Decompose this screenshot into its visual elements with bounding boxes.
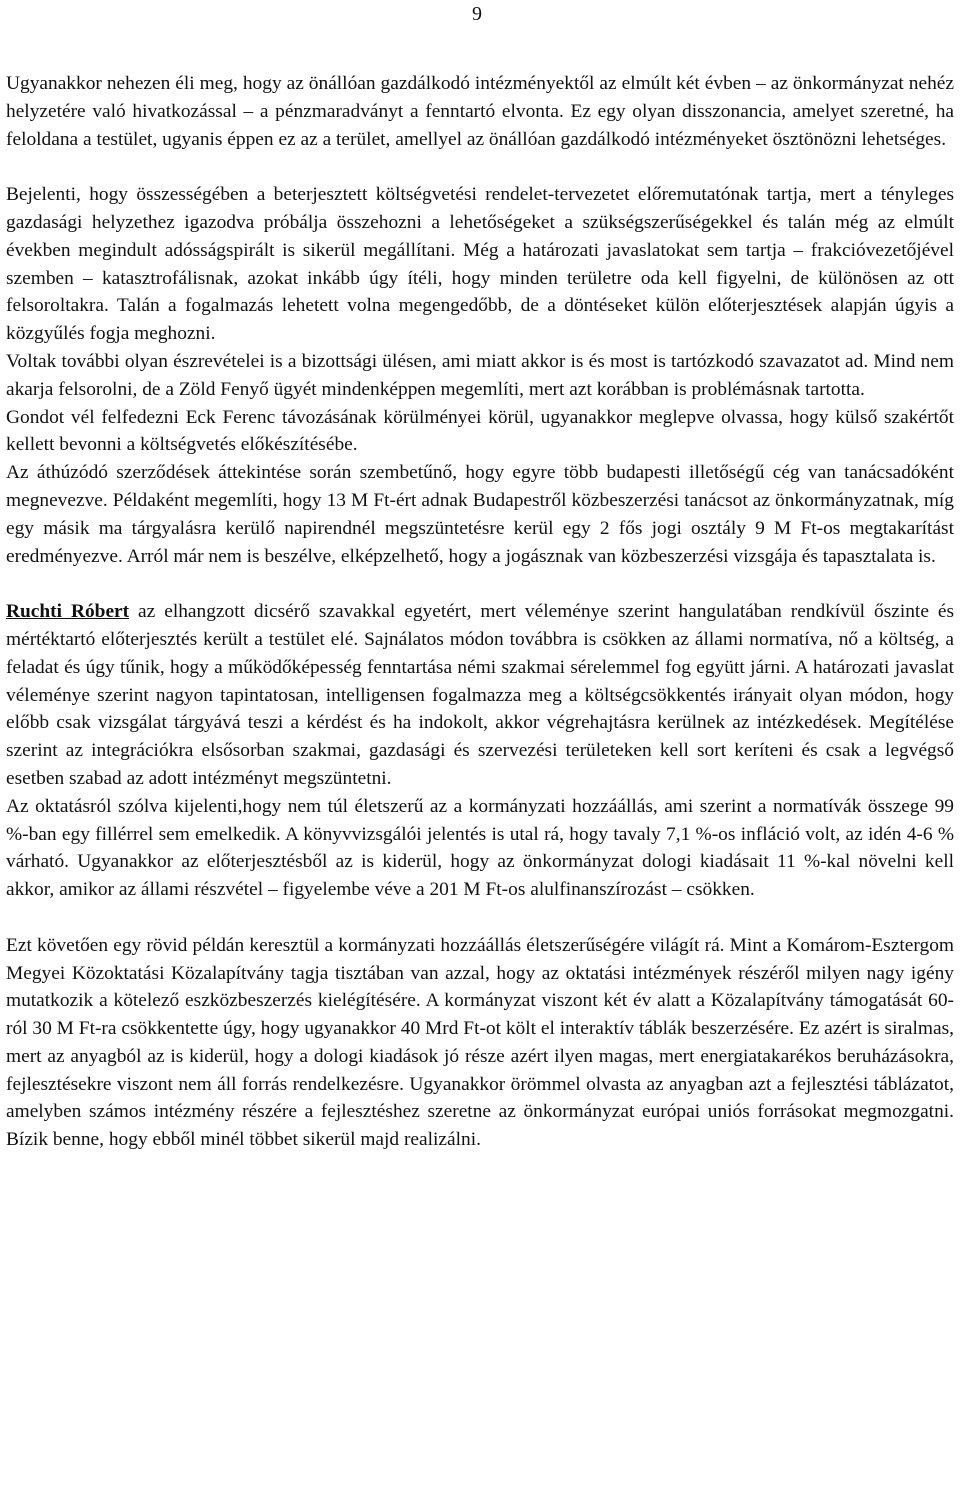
paragraph-5: Az áthúzódó szerződések áttekintése során szembetűnő, hogy egyre több budapesti illetőségű cég van tanácsadóként megnevezve. Példaként megemlíti, hogy 13 M Ft-ért adnak Budapestről közbeszerzési tanácsot az önkormányzatnak, míg egy másik ma tárgyalásra kerülő napirendnél megszüntetésre kerül egy 2 fős jogi osztály 9 M Ft-os megtakarítást eredményezve. Arról már nem is beszélve, elképzelhető, hogy a jogásznak van közbeszerzési vizsgája és tapasztalata is. [6, 462, 954, 567]
page-number: 9 [472, 3, 482, 25]
paragraph-3: Voltak további olyan észrevételei is a bizottsági ülésen, ami miatt akkor is és most is tartózkodó szavazatot ad. Mind nem akarja felsorolni, de a Zöld Fenyő ügyét mindenképpen megemlíti, mert azt korábban is problémásnak tartotta. [6, 350, 954, 400]
speaker-paragraph [6, 598, 954, 793]
paragraph-8: Ezt követően egy rövid példán keresztül a kormányzati hozzáállás életszerűségére világít rá. Mint a Komárom-Esztergom Megyei Közoktatási Közalapítvány tagja tisztában van azzal, hogy az oktatási intézmények részéről milyen nagy igény mutatkozik a kötelező eszközbeszerzés kielégítésére. A kormányzat viszont két év alatt a Közalapítvány támogatását 60-ról 30 M Ft-ra csökkentette úgy, hogy ugyanakkor 40 Mrd Ft-ot költ el interaktív táblák beszerzésére. Ez azért is siralmas, mert az anyagból az is kiderül, hogy a dologi kiadások jó része azért ilyen magas, mert energiatakarékos beruházásokra, fejlesztésekre viszont nem áll forrás rendelkezésre. Ugyanakkor örömmel olvasta az anyagban azt a fejlesztési táblázatot, amelyben számos intézmény részére a fejlesztéshez szeretne az önkormányzat európai uniós forrásokat megmozgatni. Bízik benne, hogy ebből minél többet sikerül majd realizálni. [6, 934, 954, 1151]
paragraph-4: Gondot vél felfedezni Eck Ferenc távozásának körülményei körül, ugyanakkor meglepve olvassa, hogy külső szakértőt kellett bevonni a költségvetés előkészítésébe. [6, 406, 954, 456]
paragraph-gap [6, 153, 954, 181]
paragraph-gap [6, 904, 954, 932]
paragraph-gap [6, 570, 954, 598]
speaker-paragraph-text: az elhangzott dicsérő szavakkal egyetért, mert véleménye szerint hangulatában rendkívül őszinte és mértéktartó előterjesztés került a testület elé. Sajnálatos módon továbbra is csökken az állami normatíva, nő a költség, a feladat és úgy tűnik, hogy a működőképesség fenntartása némi szakmai sérelemmel fog együtt járni. A határozati javaslat véleménye szerint nagyon tapintatosan, intelligensen fogalmazza meg a költségcsökkentés irányait olyan módon, hogy előbb csak vizsgálat tárgyává teszi a kérdést és ha indokolt, akkor végrehajtásra kerülnek az intézkedések. Megítélése szerint az integrációkra elsősorban szakmai, gazdasági és szervezési területeken kell sort keríteni és csak a legvégső esetben szabad az adott intézményt megszüntetni. [6, 601, 955, 789]
paragraph-2: Bejelenti, hogy összességében a beterjesztett költségvetési rendelet-tervezetet előremutatónak tartja, mert a tényleges gazdasági helyzethez igazodva próbálja összehozni a lehetőségeket a szükségszerűségekkel és talán még az elmúlt években megindult adósságspirált is sikerül megállítani. Még a határozati javaslatokat sem tartja – frakcióvezetőjével szemben – katasztrofálisnak, azokat inkább úgy ítéli, hogy minden területre oda kell figyelni, de különösen az ott felsoroltakra. Talán a fogalmazás lehetett volna megengedőbb, de a döntéseket külön előterjesztések alapján úgyis a közgyűlés fogja meghozni. [6, 184, 954, 345]
paragraph-7: Az oktatásról szólva kijelenti,hogy nem túl életszerű az a kormányzati hozzáállás, ami szerint a normatívák összege 99 %-ban egy fillérrel sem emelkedik. A könyvvizsgálói jelentés is utal rá, hogy tavaly 7,1 %-os infláció volt, az idén 4-6 % várható. Ugyanakkor az előterjesztésből az is kiderül, hogy az önkormányzat dologi kiadásait 11 %-kal növelni kell akkor, amikor az állami részvétel – figyelembe véve a 201 M Ft-os alulfinanszírozást – csökken. [6, 795, 954, 901]
speaker-name: Ruchti Róbert [6, 601, 130, 623]
document-body [6, 70, 954, 1154]
paragraph-1: Ugyanakkor nehezen éli meg, hogy az önállóan gazdálkodó intézményektől az elmúlt két évben – az önkormányzat nehéz helyzetére való hivatkozással – a pénzmaradványt a fenntartó elvonta. Ez egy olyan disszonancia, amelyet szeretné, ha feloldana a testület, ugyanis éppen ez az a terület, amellyel az önállóan gazdálkodó intézményeket ösztönözni lehetséges. [6, 73, 954, 150]
